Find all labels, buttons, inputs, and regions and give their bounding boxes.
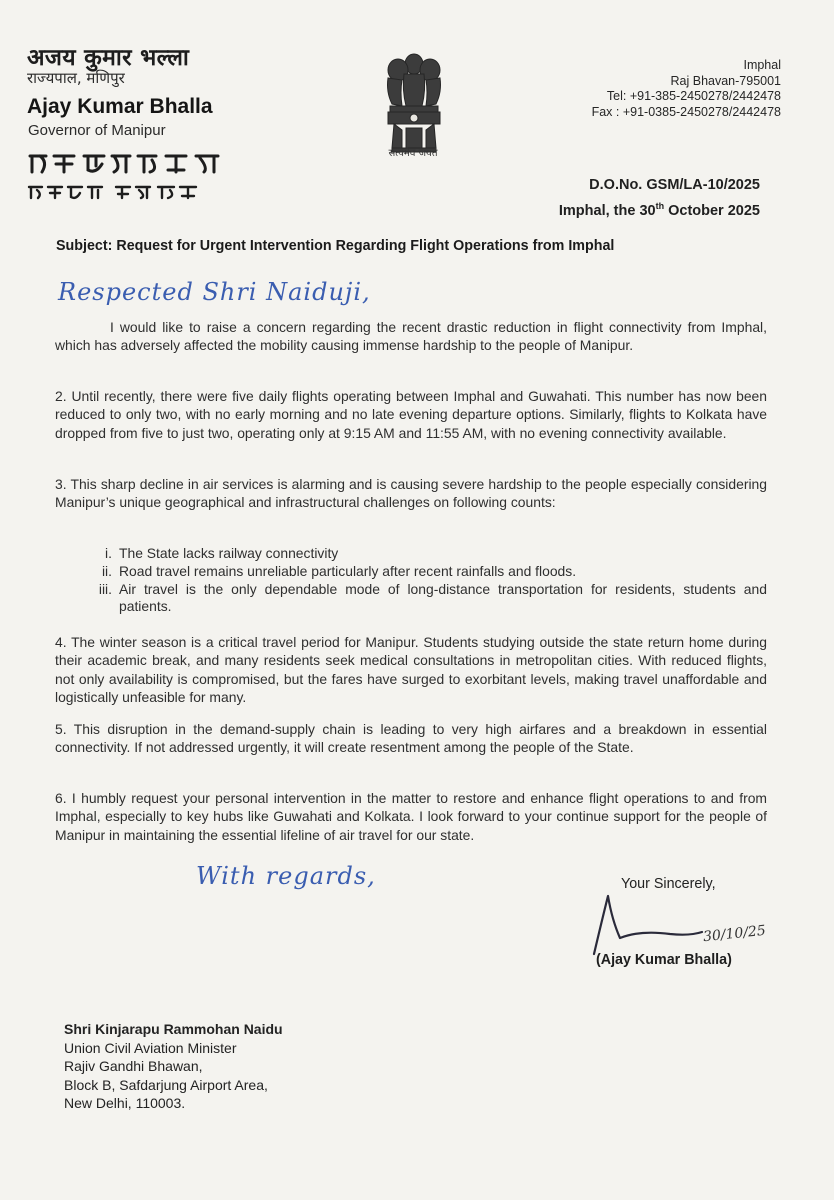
handwritten-salutation: Respected Shri Naiduji, bbox=[58, 278, 371, 306]
emblem-motto: सत्यमेव जयते bbox=[388, 148, 438, 159]
challenges-list bbox=[82, 545, 767, 616]
paragraph-3: 3. This sharp decline in air services is alarming and is causing severe hardship to the people especially considering Manipur’s unique geographical and infrastructural challenges on following counts: bbox=[55, 476, 767, 511]
list-text: Road travel remains unreliable particularly after recent rainfalls and floods. bbox=[119, 562, 577, 579]
list-item bbox=[82, 545, 767, 563]
governor-title-hindi: राज्यपाल, मणिपुर bbox=[27, 69, 125, 87]
address-line: Imphal bbox=[743, 58, 781, 72]
recipient-name: Shri Kinjarapu Rammohan Naidu bbox=[64, 1021, 283, 1037]
list-number: ii. bbox=[101, 562, 112, 579]
list-text: Air travel is the only dependable mode of long-distance transportation for residents, students and patients. bbox=[119, 580, 767, 615]
recipient-line: Block B, Safdarjung Airport Area, bbox=[64, 1076, 268, 1093]
list-number: iii. bbox=[98, 580, 112, 597]
list-text: The State lacks railway connectivity bbox=[119, 545, 339, 561]
governor-name-hindi: अजय कुमार भल्ला bbox=[27, 45, 190, 71]
signatory-name: (Ajay Kumar Bhalla) bbox=[596, 952, 732, 968]
do-number: D.O.No. GSM/LA-10/2025 bbox=[589, 177, 760, 193]
telephone-line: Tel: +91-385-2450278/2442478 bbox=[606, 89, 781, 104]
closing-sincerely: Your Sincerely, bbox=[621, 876, 716, 892]
paragraph-2: 2. Until recently, there were five daily flights operating between Imphal and Guwahati. This number has now been reduced to only two, with no early morning and no late evening departure options. Similarly, flights to Kolkata have dropped from five to just two, operating only at 9:15 AM and 11:55 AM, with no evening connectivity available. bbox=[55, 388, 767, 441]
recipient-address bbox=[64, 1020, 283, 1113]
governor-title-english: Governor of Manipur bbox=[28, 122, 166, 139]
list-item bbox=[82, 563, 767, 581]
paragraph-1: I would like to raise a concern regarding the recent drastic reduction in flight connectivity from Imphal, which has adversely affected the mobility causing immense hardship to the people of Manipur. bbox=[55, 319, 767, 354]
list-number: i. bbox=[105, 545, 112, 561]
meitei-script-title bbox=[26, 182, 201, 202]
reference-block bbox=[559, 175, 760, 222]
list-item bbox=[82, 581, 767, 617]
letter-date: Imphal, the 30th October 2025 bbox=[558, 201, 760, 219]
paragraph-6: 6. I humbly request your personal intervention in the matter to restore and enhance flight operations to and from Imphal, especially to key hubs like Guwahati and Kolkata. I look forward to your continue support for the people of Manipur in maintaining the essential lifeline of air travel for our state. bbox=[55, 790, 767, 843]
governor-name-english: Ajay Kumar Bhalla bbox=[27, 95, 213, 118]
meitei-script-name bbox=[26, 150, 226, 176]
fax-line: Fax : +91-0385-2450278/2442478 bbox=[591, 104, 781, 119]
subject-line: Subject: Request for Urgent Intervention Regarding Flight Operations from Imphal bbox=[56, 238, 615, 254]
recipient-line: Union Civil Aviation Minister bbox=[64, 1039, 237, 1056]
paragraph-5: 5. This disruption in the demand-supply chain is leading to very high airfares and a breakdown in essential connectivity. If not addressed urgently, it will create resentment among the people of the State. bbox=[55, 721, 767, 756]
recipient-line: Rajiv Gandhi Bhawan, bbox=[64, 1058, 203, 1075]
paragraph-4: 4. The winter season is a critical travel period for Manipur. Students studying outside the state return home during their academic break, and many residents seek medical consultations in metropolitan cities. With reduced flights, not only availability is compromised, but the fares have surged to exorbitant levels, making travel unaffordable and logistically unfeasible for many. bbox=[55, 634, 767, 706]
recipient-line: New Delhi, 110003. bbox=[64, 1095, 186, 1112]
address-line: Raj Bhavan-795001 bbox=[670, 73, 781, 88]
letterhead-address bbox=[592, 58, 781, 120]
handwritten-closing: With regards, bbox=[196, 862, 376, 890]
signature-date: 30/10/25 bbox=[702, 922, 767, 946]
